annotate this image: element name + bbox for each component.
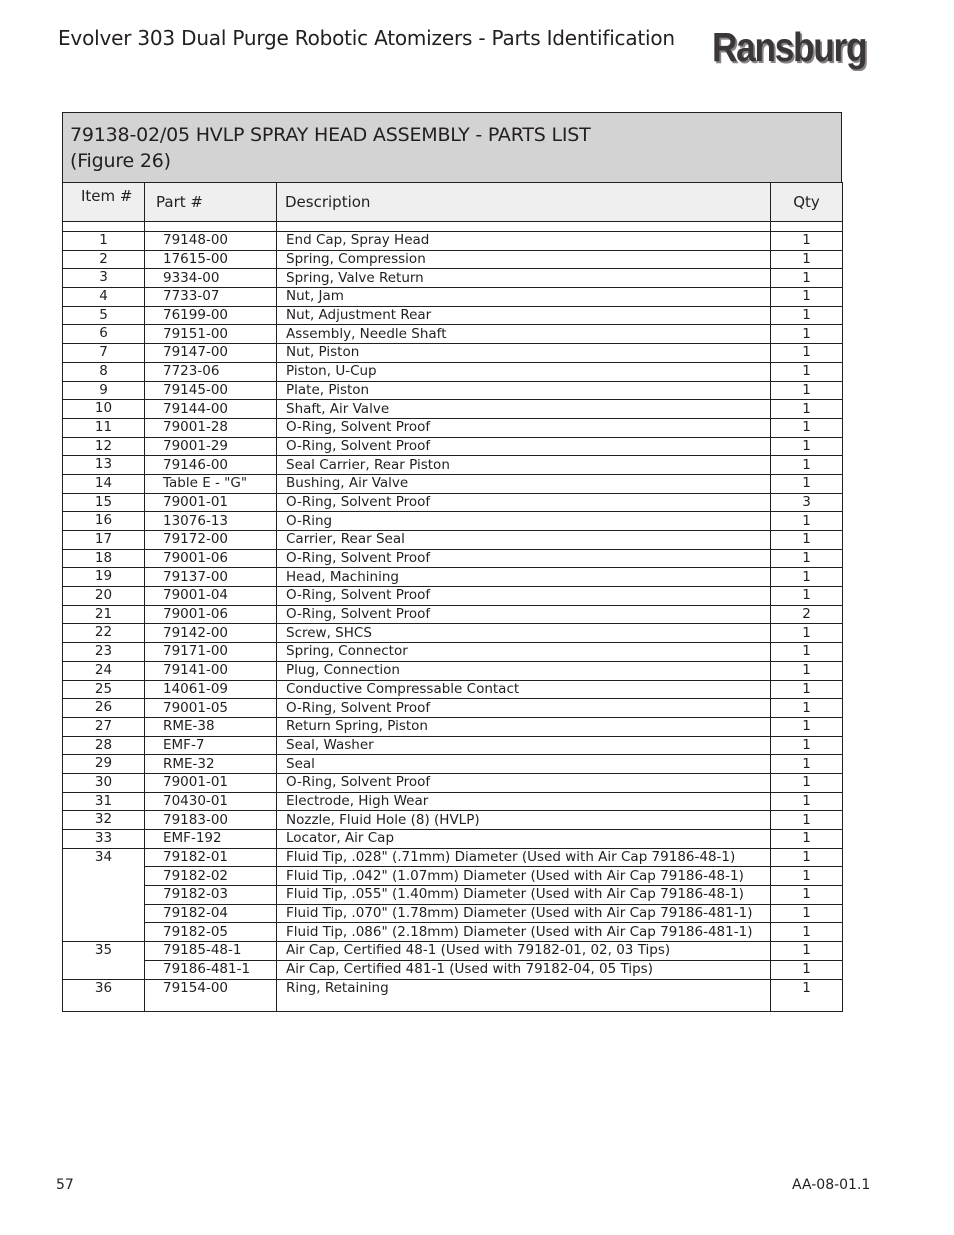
part-number-cell: 79144-00 <box>145 400 277 419</box>
quantity-cell: 1 <box>771 867 843 886</box>
quantity-cell: 1 <box>771 531 843 550</box>
item-cell: 17 <box>63 531 145 550</box>
item-cell: 10 <box>63 400 145 419</box>
quantity-cell: 1 <box>771 643 843 662</box>
quantity-cell: 1 <box>771 381 843 400</box>
item-cell <box>63 923 145 942</box>
description-cell: O-Ring, Solvent Proof <box>277 605 771 624</box>
part-number-cell: 79171-00 <box>145 643 277 662</box>
table-row <box>63 306 843 325</box>
description-cell: Nut, Adjustment Rear <box>277 306 771 325</box>
description-cell: Seal <box>277 755 771 774</box>
table-row <box>63 325 843 344</box>
description-cell: O-Ring, Solvent Proof <box>277 549 771 568</box>
table-row <box>63 792 843 811</box>
table-row <box>63 979 843 997</box>
quantity-cell: 1 <box>771 942 843 961</box>
table-row <box>63 923 843 942</box>
quantity-cell: 1 <box>771 288 843 307</box>
table-row <box>63 830 843 849</box>
quantity-cell: 1 <box>771 474 843 493</box>
item-cell: 19 <box>63 568 145 587</box>
quantity-cell: 1 <box>771 568 843 587</box>
table-tail-row <box>63 997 843 1012</box>
part-number-cell: 79142-00 <box>145 624 277 643</box>
item-cell: 29 <box>63 755 145 774</box>
item-cell: 23 <box>63 643 145 662</box>
quantity-cell: 1 <box>771 960 843 979</box>
column-header-description: Description <box>277 183 771 222</box>
item-cell: 4 <box>63 288 145 307</box>
item-cell: 24 <box>63 661 145 680</box>
part-number-cell: RME-38 <box>145 717 277 736</box>
page-number: 57 <box>56 1177 74 1193</box>
table-body <box>63 222 843 1012</box>
quantity-cell: 1 <box>771 587 843 606</box>
table-row <box>63 736 843 755</box>
table-row <box>63 773 843 792</box>
item-cell: 15 <box>63 493 145 512</box>
description-cell: Fluid Tip, .086" (2.18mm) Diameter (Used with Air Cap 79186-481-1) <box>277 923 771 942</box>
table-title: 79138-02/05 HVLP SPRAY HEAD ASSEMBLY - PARTS LIST <box>70 124 591 146</box>
table-row <box>63 531 843 550</box>
item-cell <box>63 867 145 886</box>
table-row <box>63 250 843 269</box>
description-cell: Screw, SHCS <box>277 624 771 643</box>
item-cell: 3 <box>63 269 145 288</box>
part-number-cell: 79001-28 <box>145 418 277 437</box>
part-number-cell: 79141-00 <box>145 661 277 680</box>
part-number-cell: 79146-00 <box>145 456 277 475</box>
table-row <box>63 587 843 606</box>
table-header-row <box>63 183 843 222</box>
description-cell: O-Ring, Solvent Proof <box>277 418 771 437</box>
item-cell: 18 <box>63 549 145 568</box>
table-row <box>63 661 843 680</box>
column-header-qty: Qty <box>771 183 843 222</box>
description-cell: Seal Carrier, Rear Piston <box>277 456 771 475</box>
table-row <box>63 680 843 699</box>
quantity-cell: 1 <box>771 979 843 997</box>
description-cell: Return Spring, Piston <box>277 717 771 736</box>
item-cell: 12 <box>63 437 145 456</box>
part-number-cell: 76199-00 <box>145 306 277 325</box>
part-number-cell: 79001-29 <box>145 437 277 456</box>
table-row <box>63 605 843 624</box>
part-number-cell: 70430-01 <box>145 792 277 811</box>
quantity-cell: 1 <box>771 755 843 774</box>
item-cell: 9 <box>63 381 145 400</box>
item-cell: 34 <box>63 848 145 867</box>
quantity-cell: 1 <box>771 717 843 736</box>
table-row <box>63 269 843 288</box>
item-cell: 7 <box>63 344 145 363</box>
part-number-cell: 79001-06 <box>145 549 277 568</box>
column-header-part: Part # <box>145 183 277 222</box>
description-cell: Conductive Compressable Contact <box>277 680 771 699</box>
table-title-box <box>62 112 842 182</box>
table-row <box>63 456 843 475</box>
quantity-cell: 1 <box>771 848 843 867</box>
table-row <box>63 400 843 419</box>
description-cell: Plate, Piston <box>277 381 771 400</box>
quantity-cell: 3 <box>771 493 843 512</box>
quantity-cell: 1 <box>771 549 843 568</box>
item-cell: 32 <box>63 811 145 830</box>
part-number-cell: 79183-00 <box>145 811 277 830</box>
quantity-cell: 1 <box>771 512 843 531</box>
part-number-cell: Table E - "G" <box>145 474 277 493</box>
description-cell: Ring, Retaining <box>277 979 771 997</box>
description-cell: Piston, U-Cup <box>277 362 771 381</box>
quantity-cell: 1 <box>771 792 843 811</box>
quantity-cell: 1 <box>771 830 843 849</box>
table-row <box>63 437 843 456</box>
item-cell: 16 <box>63 512 145 531</box>
part-number-cell: 79182-04 <box>145 904 277 923</box>
description-cell: Head, Machining <box>277 568 771 587</box>
quantity-cell: 1 <box>771 250 843 269</box>
table-row <box>63 643 843 662</box>
description-cell: Fluid Tip, .055" (1.40mm) Diameter (Used with Air Cap 79186-48-1) <box>277 886 771 905</box>
quantity-cell: 1 <box>771 811 843 830</box>
table-row <box>63 717 843 736</box>
item-cell: 26 <box>63 699 145 718</box>
description-cell: Fluid Tip, .070" (1.78mm) Diameter (Used with Air Cap 79186-481-1) <box>277 904 771 923</box>
table-row <box>63 568 843 587</box>
quantity-cell: 1 <box>771 699 843 718</box>
description-cell: Spring, Valve Return <box>277 269 771 288</box>
column-header-item: Item # <box>63 183 145 222</box>
table-row <box>63 362 843 381</box>
quantity-cell: 1 <box>771 773 843 792</box>
quantity-cell: 1 <box>771 661 843 680</box>
parts-table <box>62 182 843 1012</box>
table-row <box>63 288 843 307</box>
description-cell: Bushing, Air Valve <box>277 474 771 493</box>
item-cell: 35 <box>63 942 145 961</box>
quantity-cell: 1 <box>771 325 843 344</box>
part-number-cell: 17615-00 <box>145 250 277 269</box>
item-cell: 5 <box>63 306 145 325</box>
table-subtitle: (Figure 26) <box>70 150 171 172</box>
quantity-cell: 1 <box>771 344 843 363</box>
part-number-cell: 79154-00 <box>145 979 277 997</box>
part-number-cell: 79001-06 <box>145 605 277 624</box>
ransburg-logo: Ransburg <box>712 24 867 70</box>
part-number-cell: 79147-00 <box>145 344 277 363</box>
quantity-cell: 1 <box>771 232 843 251</box>
quantity-cell: 1 <box>771 362 843 381</box>
part-number-cell: 9334-00 <box>145 269 277 288</box>
part-number-cell: 79148-00 <box>145 232 277 251</box>
table-row <box>63 942 843 961</box>
item-cell: 22 <box>63 624 145 643</box>
table-row <box>63 549 843 568</box>
description-cell: Seal, Washer <box>277 736 771 755</box>
description-cell: Carrier, Rear Seal <box>277 531 771 550</box>
description-cell: Shaft, Air Valve <box>277 400 771 419</box>
item-cell: 25 <box>63 680 145 699</box>
item-cell: 6 <box>63 325 145 344</box>
part-number-cell: 79001-01 <box>145 493 277 512</box>
part-number-cell: 79182-02 <box>145 867 277 886</box>
table-spacer-row <box>63 222 843 232</box>
quantity-cell: 2 <box>771 605 843 624</box>
quantity-cell: 1 <box>771 680 843 699</box>
table-row <box>63 811 843 830</box>
description-cell: O-Ring, Solvent Proof <box>277 773 771 792</box>
description-cell: Fluid Tip, .028" (.71mm) Diameter (Used with Air Cap 79186-48-1) <box>277 848 771 867</box>
part-number-cell: 79137-00 <box>145 568 277 587</box>
part-number-cell: EMF-192 <box>145 830 277 849</box>
part-number-cell: 79151-00 <box>145 325 277 344</box>
table-row <box>63 848 843 867</box>
quantity-cell: 1 <box>771 437 843 456</box>
description-cell: Electrode, High Wear <box>277 792 771 811</box>
part-number-cell: 13076-13 <box>145 512 277 531</box>
table-row <box>63 344 843 363</box>
table-row <box>63 381 843 400</box>
item-cell: 11 <box>63 418 145 437</box>
part-number-cell: 7733-07 <box>145 288 277 307</box>
table-row <box>63 904 843 923</box>
description-cell: O-Ring, Solvent Proof <box>277 699 771 718</box>
item-cell: 20 <box>63 587 145 606</box>
quantity-cell: 1 <box>771 923 843 942</box>
part-number-cell: 79182-03 <box>145 886 277 905</box>
quantity-cell: 1 <box>771 456 843 475</box>
quantity-cell: 1 <box>771 624 843 643</box>
item-cell: 27 <box>63 717 145 736</box>
description-cell: O-Ring <box>277 512 771 531</box>
quantity-cell: 1 <box>771 886 843 905</box>
parts-list-table <box>62 112 842 1012</box>
table-row <box>63 493 843 512</box>
item-cell: 30 <box>63 773 145 792</box>
item-cell: 21 <box>63 605 145 624</box>
quantity-cell: 1 <box>771 306 843 325</box>
part-number-cell: 14061-09 <box>145 680 277 699</box>
part-number-cell: EMF-7 <box>145 736 277 755</box>
description-cell: Locator, Air Cap <box>277 830 771 849</box>
part-number-cell: 79185-48-1 <box>145 942 277 961</box>
item-cell: 31 <box>63 792 145 811</box>
description-cell: Assembly, Needle Shaft <box>277 325 771 344</box>
part-number-cell: 79001-01 <box>145 773 277 792</box>
description-cell: Nut, Piston <box>277 344 771 363</box>
table-row <box>63 867 843 886</box>
description-cell: Plug, Connection <box>277 661 771 680</box>
table-row <box>63 886 843 905</box>
part-number-cell: RME-32 <box>145 755 277 774</box>
table-row <box>63 232 843 251</box>
part-number-cell: 79182-05 <box>145 923 277 942</box>
item-cell: 14 <box>63 474 145 493</box>
table-row <box>63 960 843 979</box>
description-cell: O-Ring, Solvent Proof <box>277 587 771 606</box>
table-row <box>63 512 843 531</box>
item-cell: 33 <box>63 830 145 849</box>
table-row <box>63 699 843 718</box>
table-row <box>63 624 843 643</box>
quantity-cell: 1 <box>771 269 843 288</box>
item-cell: 2 <box>63 250 145 269</box>
quantity-cell: 1 <box>771 418 843 437</box>
table-row <box>63 755 843 774</box>
quantity-cell: 1 <box>771 736 843 755</box>
description-cell: End Cap, Spray Head <box>277 232 771 251</box>
document-code: AA-08-01.1 <box>792 1177 871 1193</box>
page-header-title: Evolver 303 Dual Purge Robotic Atomizers - Parts Identification <box>58 26 675 50</box>
description-cell: O-Ring, Solvent Proof <box>277 493 771 512</box>
table-row <box>63 474 843 493</box>
description-cell: Spring, Connector <box>277 643 771 662</box>
item-cell: 13 <box>63 456 145 475</box>
description-cell: Nozzle, Fluid Hole (8) (HVLP) <box>277 811 771 830</box>
quantity-cell: 1 <box>771 400 843 419</box>
description-cell: Air Cap, Certified 48-1 (Used with 79182-01, 02, 03 Tips) <box>277 942 771 961</box>
table-row <box>63 418 843 437</box>
description-cell: Spring, Compression <box>277 250 771 269</box>
item-cell <box>63 886 145 905</box>
part-number-cell: 79145-00 <box>145 381 277 400</box>
item-cell: 28 <box>63 736 145 755</box>
description-cell: Nut, Jam <box>277 288 771 307</box>
part-number-cell: 79172-00 <box>145 531 277 550</box>
part-number-cell: 79001-05 <box>145 699 277 718</box>
item-cell <box>63 960 145 979</box>
part-number-cell: 7723-06 <box>145 362 277 381</box>
description-cell: Fluid Tip, .042" (1.07mm) Diameter (Used with Air Cap 79186-48-1) <box>277 867 771 886</box>
item-cell: 8 <box>63 362 145 381</box>
quantity-cell: 1 <box>771 904 843 923</box>
part-number-cell: 79186-481-1 <box>145 960 277 979</box>
item-cell <box>63 904 145 923</box>
description-cell: Air Cap, Certified 481-1 (Used with 79182-04, 05 Tips) <box>277 960 771 979</box>
part-number-cell: 79001-04 <box>145 587 277 606</box>
item-cell: 1 <box>63 232 145 251</box>
description-cell: O-Ring, Solvent Proof <box>277 437 771 456</box>
part-number-cell: 79182-01 <box>145 848 277 867</box>
item-cell: 36 <box>63 979 145 997</box>
